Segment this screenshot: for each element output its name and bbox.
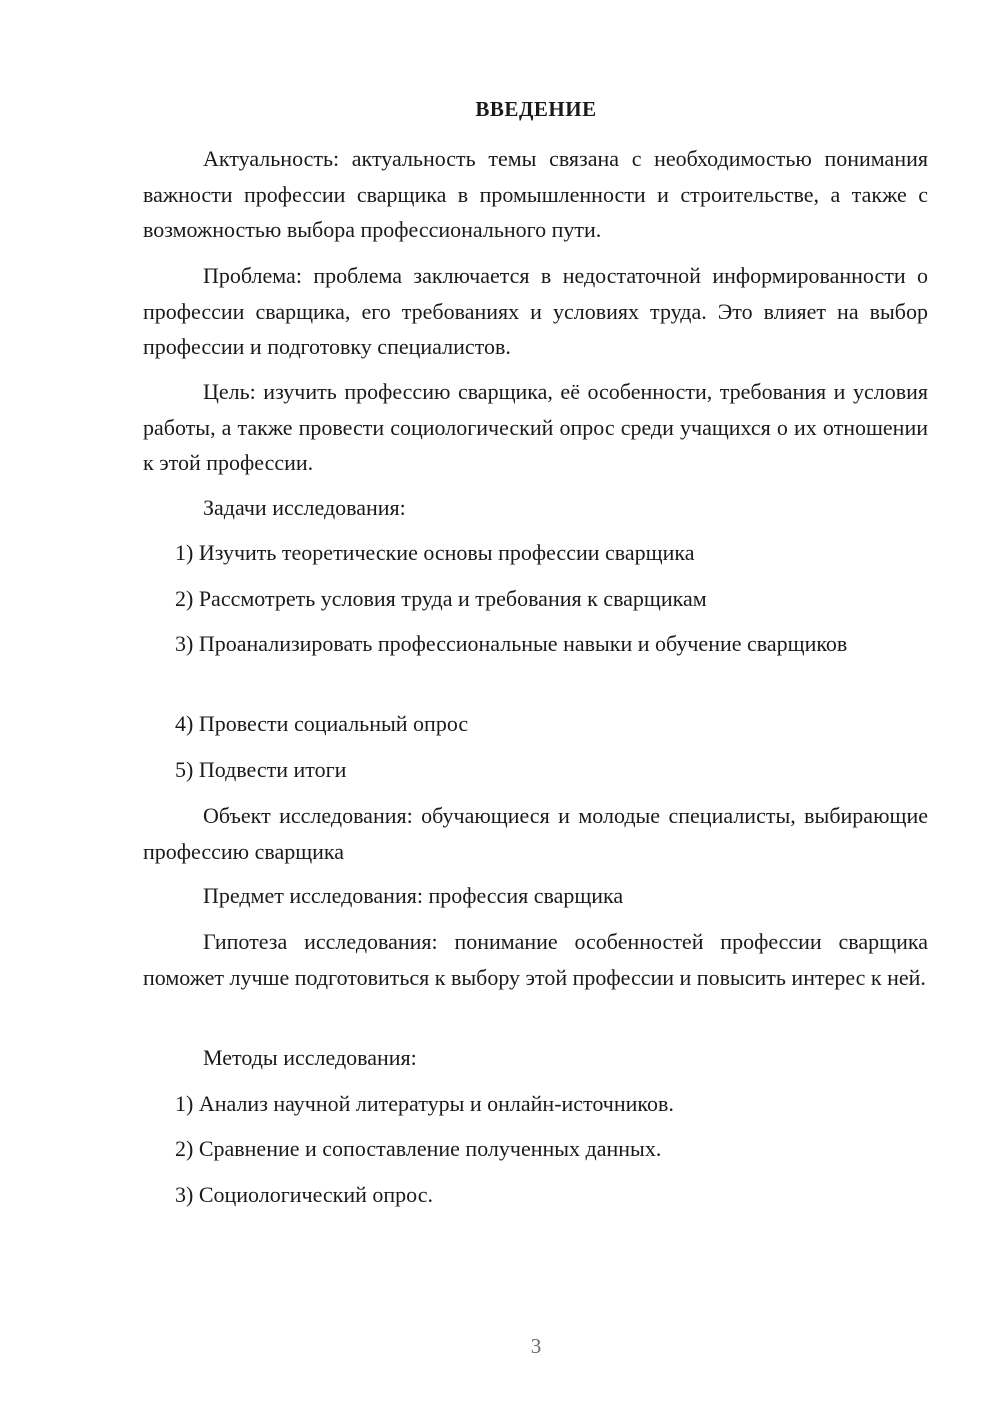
list-item-method-3: 3) Социологический опрос. [175, 1182, 433, 1207]
paragraph-problem: Проблема: проблема заключается в недостаточной информированности о профессии сварщика, его требованиях и условиях труда. Это влияет на выбор профессии и подготовку специалистов. [143, 263, 928, 359]
paragraph-methods-label: Методы исследования: [203, 1045, 417, 1070]
paragraph-tasks-label: Задачи исследования: [203, 495, 406, 520]
paragraph-relevance: Актуальность: актуальность темы связана с необходимостью понимания важности профессии сварщика в промышленности и строительстве, а также с возможностью выбора профессионального пути. [143, 146, 928, 242]
paragraph-hypothesis: Гипотеза исследования: понимание особенностей профессии сварщика поможет лучше подготовиться к выбору этой профессии и повысить интерес к ней. [143, 929, 928, 990]
list-item-task-1: 1) Изучить теоретические основы профессии сварщика [175, 540, 695, 565]
section-heading: ВВЕДЕНИЕ [475, 97, 597, 121]
list-item-task-3: 3) Проанализировать профессиональные навыки и обучение сварщиков [175, 631, 848, 656]
list-item-task-2: 2) Рассмотреть условия труда и требования к сварщикам [175, 586, 707, 611]
paragraph-subject: Предмет исследования: профессия сварщика [203, 883, 624, 908]
list-item-method-1: 1) Анализ научной литературы и онлайн-источников. [175, 1091, 674, 1116]
paragraph-object: Объект исследования: обучающиеся и молодые специалисты, выбирающие профессию сварщика [143, 803, 928, 864]
page-number: 3 [530, 1334, 542, 1358]
list-item-method-2: 2) Сравнение и сопоставление полученных данных. [175, 1136, 662, 1161]
list-item-task-4: 4) Провести социальный опрос [175, 711, 469, 736]
list-item-task-5: 5) Подвести итоги [175, 757, 347, 782]
paragraph-goal: Цель: изучить профессию сварщика, её особенности, требования и условия работы, а также провести социологический опрос среди учащихся о их отношении к этой профессии. [143, 379, 928, 475]
